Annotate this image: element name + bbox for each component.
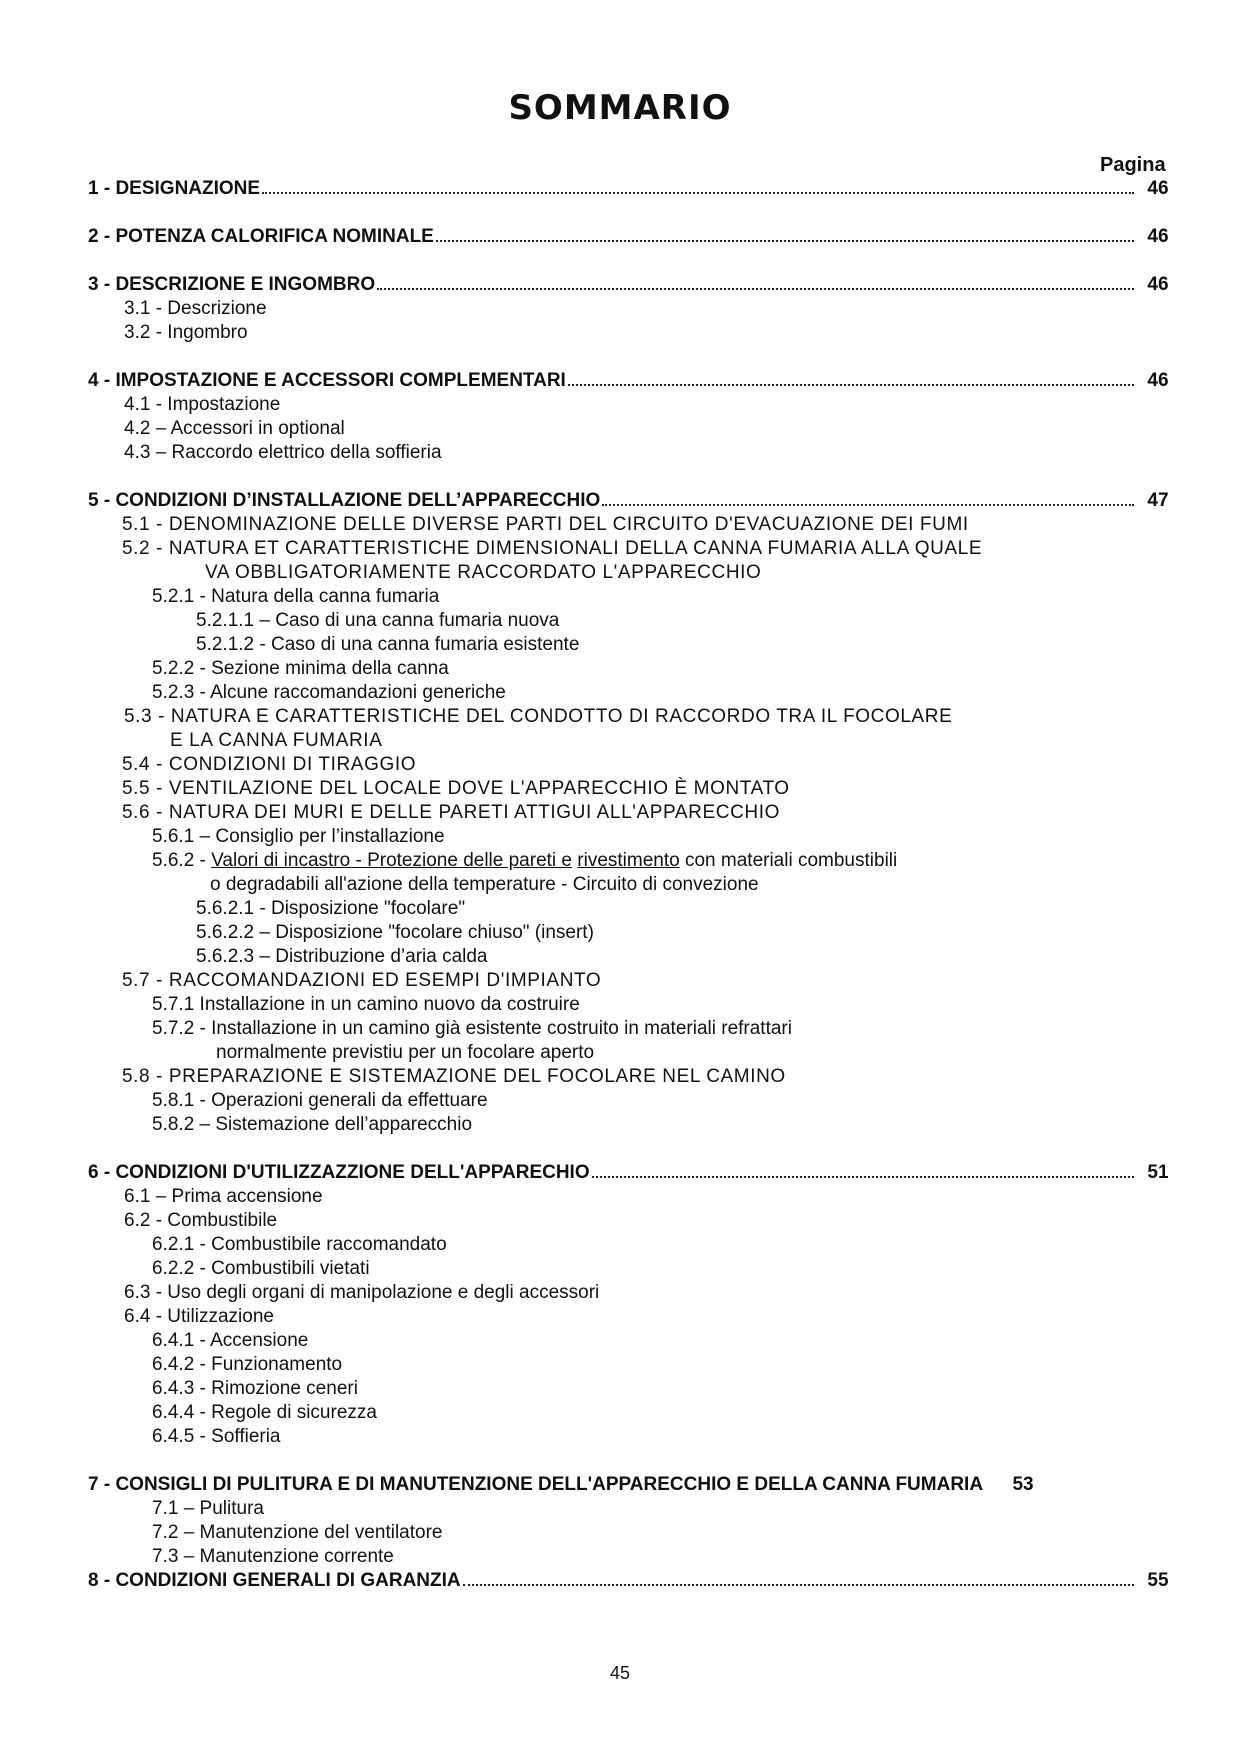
- section-label: 7 - CONSIGLI DI PULITURA E DI MANUTENZIONE DELL'APPARECCHIO E DELLA CANNA FUMARIA: [88, 1474, 984, 1495]
- underlined-text: rivestimento: [577, 850, 680, 871]
- toc-section-1[interactable]: [88, 177, 1178, 201]
- toc-entry-5-7-1[interactable]: 5.7.1 Installazione in un camino nuovo da costruire: [152, 994, 580, 1015]
- toc-entry-7-3[interactable]: 7.3 – Manutenzione corrente: [152, 1546, 394, 1567]
- toc-entry-7-2[interactable]: 7.2 – Manutenzione del ventilatore: [152, 1522, 443, 1543]
- underlined-text: Valori di incastro - Protezione delle pareti e: [211, 850, 572, 871]
- toc-entry-5-2[interactable]: 5.2 - NATURA ET CARATTERISTICHE DIMENSIONALI DELLA CANNA FUMARIA ALLA QUALE: [122, 538, 983, 559]
- toc-entry-5-8[interactable]: 5.8 - PREPARAZIONE E SISTEMAZIONE DEL FOCOLARE NEL CAMINO: [122, 1066, 786, 1087]
- toc-entry-5-1[interactable]: 5.1 - DENOMINAZIONE DELLE DIVERSE PARTI DEL CIRCUITO D'EVACUAZIONE DEI FUMI: [122, 514, 969, 535]
- toc-section-3[interactable]: [88, 273, 1178, 297]
- section-page-number: 46: [1147, 370, 1169, 391]
- section-label: 6 - CONDIZIONI D'UTILIZZAZZIONE DELL'APPARECHIO: [88, 1162, 590, 1183]
- toc-entry-5-8-1[interactable]: 5.8.1 - Operazioni generali da effettuare: [152, 1090, 488, 1111]
- toc-entry-5-4[interactable]: 5.4 - CONDIZIONI DI TIRAGGIO: [122, 754, 417, 775]
- section-label: 1 - DESIGNAZIONE: [88, 178, 261, 199]
- toc-entry-5-5[interactable]: 5.5 - VENTILAZIONE DEL LOCALE DOVE L'APPARECCHIO È MONTATO: [122, 778, 790, 799]
- section-page-number: 55: [1147, 1570, 1169, 1591]
- toc-entry-3-2[interactable]: 3.2 - Ingombro: [124, 322, 248, 343]
- section-page-number: 46: [1147, 178, 1169, 199]
- toc-section-8[interactable]: [88, 1569, 1178, 1593]
- section-label: 3 - DESCRIZIONE E INGOMBRO: [88, 274, 376, 295]
- toc-section-2[interactable]: [88, 225, 1178, 249]
- toc-entry-5-6-2-1[interactable]: 5.6.2.1 - Disposizione "focolare": [196, 898, 466, 919]
- section-page-number: 51: [1147, 1162, 1169, 1183]
- toc-entry-6-3[interactable]: 6.3 - Uso degli organi di manipolazione e degli accessori: [124, 1282, 600, 1303]
- toc-entry-6-4-4[interactable]: 6.4.4 - Regole di sicurezza: [152, 1402, 377, 1423]
- toc-entry-5-6-2[interactable]: [88, 849, 1178, 873]
- section-page-number: 53: [1012, 1474, 1034, 1495]
- toc-entry-5-7-2-continued: normalmente previstiu per un focolare aperto: [216, 1042, 595, 1063]
- section-label: 4 - IMPOSTAZIONE E ACCESSORI COMPLEMENTARI: [88, 370, 566, 391]
- toc-entry-6-4-3[interactable]: 6.4.3 - Rimozione ceneri: [152, 1378, 358, 1399]
- section-page-number: 46: [1147, 226, 1169, 247]
- toc-section-5[interactable]: [88, 489, 1178, 513]
- toc-entry-6-4-5[interactable]: 6.4.5 - Soffieria: [152, 1426, 281, 1447]
- page-column-header: Pagina: [1100, 154, 1166, 176]
- section-page-number: 46: [1147, 274, 1169, 295]
- toc-entry-5-7[interactable]: 5.7 - RACCOMANDAZIONI ED ESEMPI D'IMPIANTO: [122, 970, 602, 991]
- dot-leader: [436, 240, 1134, 242]
- toc-entry-3-1[interactable]: 3.1 - Descrizione: [124, 298, 267, 319]
- dot-leader: [463, 1584, 1134, 1586]
- toc-entry-5-3-continued: E LA CANNA FUMARIA: [170, 730, 383, 751]
- toc-entry-5-2-1-1[interactable]: 5.2.1.1 – Caso di una canna fumaria nuova: [196, 610, 560, 631]
- toc-entry-6-4-2[interactable]: 6.4.2 - Funzionamento: [152, 1354, 343, 1375]
- entry-prefix: 5.6.2 -: [152, 850, 212, 871]
- page-title: SOMMARIO: [508, 88, 732, 128]
- toc-section-6[interactable]: [88, 1161, 1178, 1185]
- toc-entry-6-4-1[interactable]: 6.4.1 - Accensione: [152, 1330, 309, 1351]
- toc-entry-6-2-2[interactable]: 6.2.2 - Combustibili vietati: [152, 1258, 370, 1279]
- toc-entry-5-6-2-2[interactable]: 5.6.2.2 – Disposizione "focolare chiuso" (insert): [196, 922, 594, 943]
- dot-leader: [568, 384, 1134, 386]
- toc-entry-5-2-1[interactable]: 5.2.1 - Natura della canna fumaria: [152, 586, 440, 607]
- dot-leader: [602, 504, 1134, 506]
- toc-section-7[interactable]: [88, 1473, 1178, 1497]
- section-page-number: 47: [1147, 490, 1169, 511]
- dot-leader: [592, 1176, 1134, 1178]
- toc-entry-5-6-2-3[interactable]: 5.6.2.3 – Distribuzione d’aria calda: [196, 946, 488, 967]
- table-of-contents: [88, 177, 1178, 1593]
- toc-entry-4-1[interactable]: 4.1 - Impostazione: [124, 394, 281, 415]
- toc-section-4[interactable]: [88, 369, 1178, 393]
- section-label: 8 - CONDIZIONI GENERALI DI GARANZIA: [88, 1570, 461, 1591]
- toc-entry-5-6-1[interactable]: 5.6.1 – Consiglio per l’installazione: [152, 826, 445, 847]
- toc-entry-5-2-3[interactable]: 5.2.3 - Alcune raccomandazioni generiche: [152, 682, 506, 703]
- toc-entry-6-4[interactable]: 6.4 - Utilizzazione: [124, 1306, 274, 1327]
- section-label: 2 - POTENZA CALORIFICA NOMINALE: [88, 226, 434, 247]
- page-number: 45: [609, 1663, 631, 1683]
- toc-entry-4-3[interactable]: 4.3 – Raccordo elettrico della soffieria: [124, 442, 442, 463]
- section-label: 5 - CONDIZIONI D’INSTALLAZIONE DELL’APPARECCHIO: [88, 490, 601, 511]
- dot-leader: [262, 192, 1134, 194]
- toc-entry-6-1[interactable]: 6.1 – Prima accensione: [124, 1186, 323, 1207]
- toc-entry-6-2-1[interactable]: 6.2.1 - Combustibile raccomandato: [152, 1234, 447, 1255]
- toc-entry-5-2-1-2[interactable]: 5.2.1.2 - Caso di una canna fumaria esistente: [196, 634, 580, 655]
- entry-suffix: con materiali combustibili: [679, 850, 898, 871]
- toc-entry-7-1[interactable]: 7.1 – Pulitura: [152, 1498, 264, 1519]
- toc-entry-5-7-2[interactable]: 5.7.2 - Installazione in un camino già esistente costruito in materiali refrattari: [152, 1018, 792, 1039]
- toc-entry-4-2[interactable]: 4.2 – Accessori in optional: [124, 418, 345, 439]
- toc-entry-6-2[interactable]: 6.2 - Combustibile: [124, 1210, 278, 1231]
- toc-entry-5-2-continued: VA OBBLIGATORIAMENTE RACCORDATO L'APPARECCHIO: [205, 562, 762, 583]
- dot-leader: [377, 288, 1134, 290]
- toc-entry-5-8-2[interactable]: 5.8.2 – Sistemazione dell’apparecchio: [152, 1114, 473, 1135]
- toc-entry-5-6-2-continued: o degradabili all'azione della temperature - Circuito di convezione: [210, 874, 759, 895]
- toc-entry-5-6[interactable]: 5.6 - NATURA DEI MURI E DELLE PARETI ATTIGUI ALL'APPARECCHIO: [122, 802, 780, 823]
- toc-entry-5-3[interactable]: 5.3 - NATURA E CARATTERISTICHE DEL CONDOTTO DI RACCORDO TRA IL FOCOLARE: [124, 706, 953, 727]
- toc-entry-5-2-2[interactable]: 5.2.2 - Sezione minima della canna: [152, 658, 449, 679]
